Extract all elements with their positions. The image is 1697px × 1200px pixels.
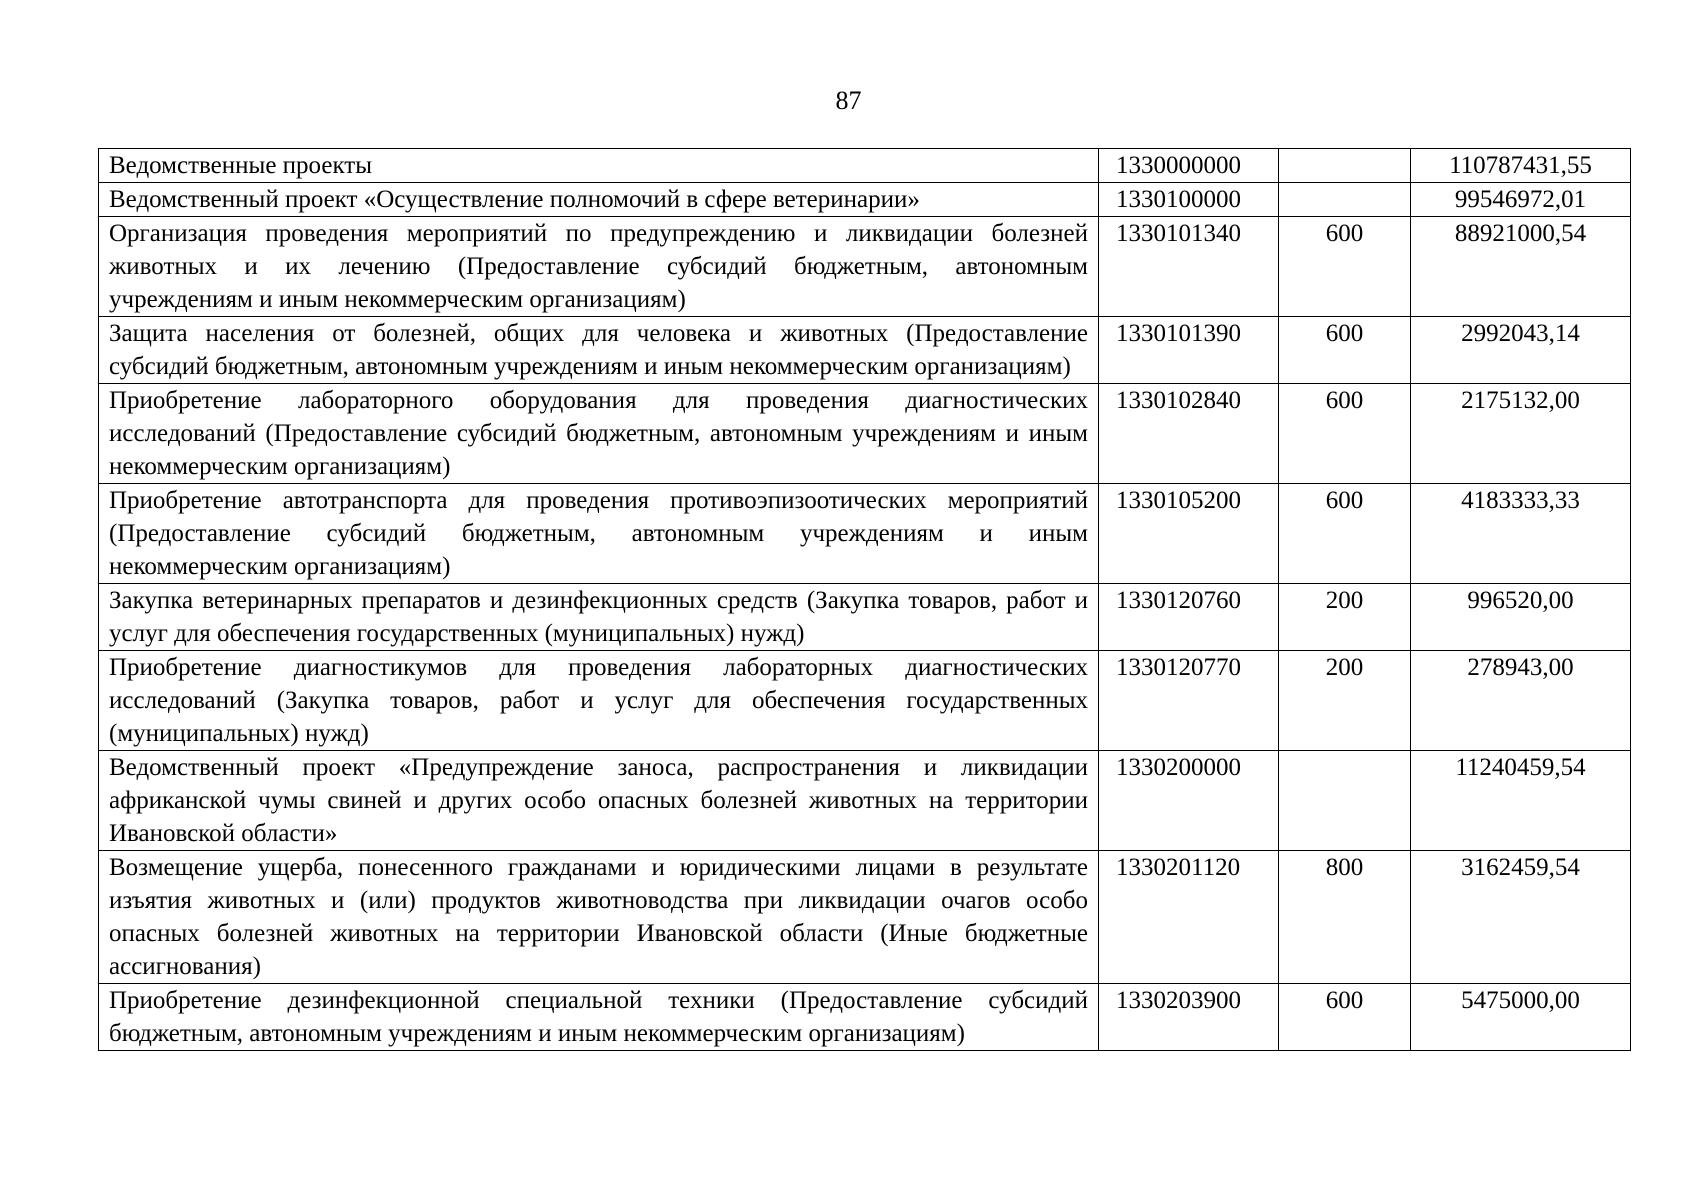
row-code: 1330105200 bbox=[1099, 484, 1279, 584]
row-expense-type: 200 bbox=[1279, 651, 1411, 751]
row-amount: 11240459,54 bbox=[1411, 751, 1631, 851]
table-row bbox=[99, 751, 1631, 851]
row-code: 1330100000 bbox=[1099, 183, 1279, 217]
table-row bbox=[99, 484, 1631, 584]
row-expense-type: 600 bbox=[1279, 984, 1411, 1051]
row-description: Приобретение диагностикумов для проведения лабораторных диагностических исследований (Закупка товаров, работ и услуг для обеспечения государственных (муниципальных) нужд) bbox=[99, 651, 1099, 751]
row-amount: 3162459,54 bbox=[1411, 851, 1631, 984]
row-expense-type: 600 bbox=[1279, 384, 1411, 484]
row-code: 1330201120 bbox=[1099, 851, 1279, 984]
row-amount: 5475000,00 bbox=[1411, 984, 1631, 1051]
row-code: 1330120760 bbox=[1099, 584, 1279, 651]
row-expense-type bbox=[1279, 183, 1411, 217]
row-description: Приобретение автотранспорта для проведения противоэпизоотических мероприятий (Предоставление субсидий бюджетным, автономным учреждениям и иным некоммерческим организациям) bbox=[99, 484, 1099, 584]
table-row bbox=[99, 584, 1631, 651]
row-expense-type: 600 bbox=[1279, 484, 1411, 584]
table-row bbox=[99, 651, 1631, 751]
row-expense-type: 600 bbox=[1279, 217, 1411, 317]
row-code: 1330101340 bbox=[1099, 217, 1279, 317]
row-code: 1330203900 bbox=[1099, 984, 1279, 1051]
row-description: Закупка ветеринарных препаратов и дезинфекционных средств (Закупка товаров, работ и услуг для обеспечения государственных (муниципальных) нужд) bbox=[99, 584, 1099, 651]
row-code: 1330200000 bbox=[1099, 751, 1279, 851]
row-expense-type bbox=[1279, 149, 1411, 183]
row-amount: 88921000,54 bbox=[1411, 217, 1631, 317]
row-description: Ведомственные проекты bbox=[99, 149, 1099, 183]
row-expense-type: 800 bbox=[1279, 851, 1411, 984]
table-row bbox=[99, 183, 1631, 217]
row-amount: 2992043,14 bbox=[1411, 317, 1631, 384]
table-row bbox=[99, 851, 1631, 984]
row-amount: 110787431,55 bbox=[1411, 149, 1631, 183]
table-row bbox=[99, 384, 1631, 484]
row-expense-type: 200 bbox=[1279, 584, 1411, 651]
row-description: Защита населения от болезней, общих для человека и животных (Предоставление субсидий бюджетным, автономным учреждениям и иным некоммерческим организациям) bbox=[99, 317, 1099, 384]
row-amount: 2175132,00 bbox=[1411, 384, 1631, 484]
row-code: 1330000000 bbox=[1099, 149, 1279, 183]
row-code: 1330101390 bbox=[1099, 317, 1279, 384]
budget-table bbox=[98, 148, 1631, 1051]
row-code: 1330120770 bbox=[1099, 651, 1279, 751]
row-amount: 996520,00 bbox=[1411, 584, 1631, 651]
row-code: 1330102840 bbox=[1099, 384, 1279, 484]
row-expense-type: 600 bbox=[1279, 317, 1411, 384]
row-amount: 4183333,33 bbox=[1411, 484, 1631, 584]
table-row bbox=[99, 984, 1631, 1051]
table-row bbox=[99, 317, 1631, 384]
row-description: Приобретение дезинфекционной специальной техники (Предоставление субсидий бюджетным, автономным учреждениям и иным некоммерческим организациям) bbox=[99, 984, 1099, 1051]
row-amount: 278943,00 bbox=[1411, 651, 1631, 751]
row-description: Возмещение ущерба, понесенного гражданами и юридическими лицами в результате изъятия животных и (или) продуктов животноводства при ликвидации очагов особо опасных болезней животных на территории Ивановской области (Иные бюджетные ассигнования) bbox=[99, 851, 1099, 984]
row-description: Ведомственный проект «Предупреждение заноса, распространения и ликвидации африканской чумы свиней и других особо опасных болезней животных на территории Ивановской области» bbox=[99, 751, 1099, 851]
page-number: 87 bbox=[835, 86, 862, 115]
row-amount: 99546972,01 bbox=[1411, 183, 1631, 217]
row-description: Приобретение лабораторного оборудования для проведения диагностических исследований (Предоставление субсидий бюджетным, автономным учреждениям и иным некоммерческим организациям) bbox=[99, 384, 1099, 484]
table-row bbox=[99, 217, 1631, 317]
row-expense-type bbox=[1279, 751, 1411, 851]
row-description: Организация проведения мероприятий по предупреждению и ликвидации болезней животных и их лечению (Предоставление субсидий бюджетным, автономным учреждениям и иным некоммерческим организациям) bbox=[99, 217, 1099, 317]
row-description: Ведомственный проект «Осуществление полномочий в сфере ветеринарии» bbox=[99, 183, 1099, 217]
table-row bbox=[99, 149, 1631, 183]
